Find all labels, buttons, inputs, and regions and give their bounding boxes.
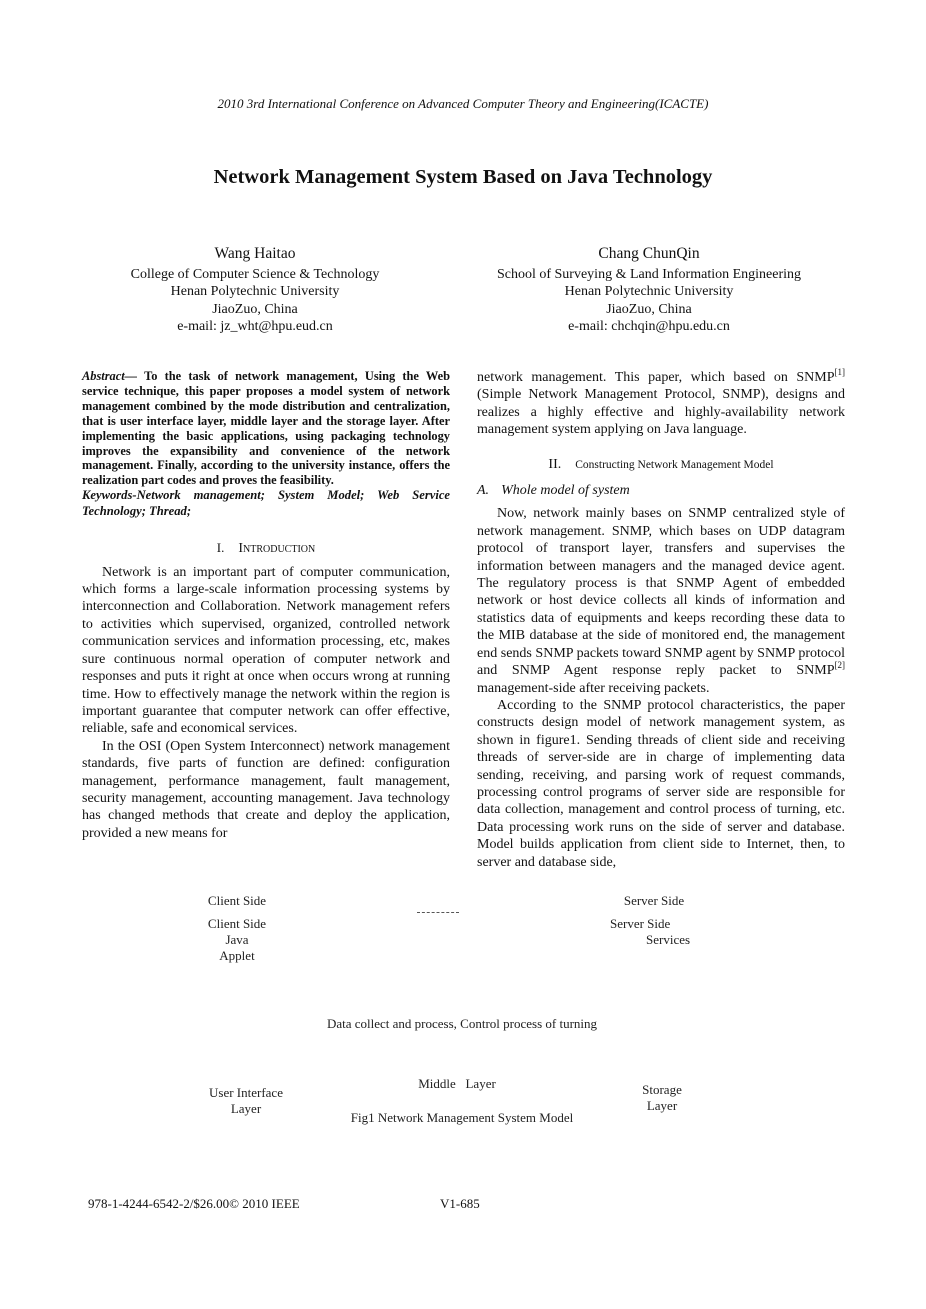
section-title: Introduction xyxy=(238,541,316,557)
middle-layer-label: Middle Layer xyxy=(418,1076,496,1091)
author-affiliation: School of Surveying & Land Information Engineering xyxy=(496,266,802,282)
box-line: Applet xyxy=(219,948,255,963)
citation-ref: [2] xyxy=(834,660,845,671)
para-text: (Simple Network Management Protocol, SNMP), designs and realizes a highly effective and highly-availability network management system applying on Java language. xyxy=(477,387,845,438)
section-heading-introduction xyxy=(82,539,450,557)
section-number: II. xyxy=(548,456,562,472)
box-line: Client Side xyxy=(207,916,267,931)
figure-caption: Fig1 Network Management System Model xyxy=(350,1110,574,1125)
server-services-box xyxy=(610,916,740,948)
abstract-text: To the task of network management, Using the Web service technique, this paper proposes a model system of network management combined by the mode distribution and centralization, that is user interface layer, middle layer and the storage layer. After implementing the basic applications, using packaging technology improves the expansibility and convenience of the network management. Finally, according to the university instance, offers the realization part codes and proves the feasibility. xyxy=(82,369,450,488)
box-line: Layer xyxy=(646,1098,678,1113)
subsection-heading xyxy=(477,482,845,499)
keywords: Keywords-Network management; System Model; Web Service Technology; Thread; xyxy=(82,488,450,518)
abstract xyxy=(82,369,450,488)
section-number: I. xyxy=(216,540,225,556)
box-line: User Interface xyxy=(209,1085,283,1100)
model-paragraph-1 xyxy=(477,505,845,696)
data-collect-label: Data collect and process, Control process of turning xyxy=(326,1016,598,1031)
server-side-label: Server Side xyxy=(623,893,685,908)
author-affiliation: College of Computer Science & Technology xyxy=(130,266,380,282)
author-email: e-mail: chchqin@hpu.edu.cn xyxy=(568,319,730,334)
section-title: Constructing Network Management Model xyxy=(575,458,774,471)
intro-paragraph-2-continued xyxy=(477,369,845,439)
page-number: V1-685 xyxy=(440,1196,480,1211)
user-interface-layer-label xyxy=(187,1085,305,1117)
author-block-2 xyxy=(470,245,828,336)
client-side-label: Client Side xyxy=(207,893,267,908)
author-name: Wang Haitao xyxy=(214,245,296,262)
right-column xyxy=(477,369,845,871)
citation-ref: [1] xyxy=(834,367,845,377)
author-location: JiaoZuo, China xyxy=(606,301,692,317)
author-email: e-mail: jz_wht@hpu.eud.cn xyxy=(177,319,333,334)
section-heading-constructing xyxy=(477,455,845,474)
box-line: Layer xyxy=(230,1101,262,1116)
box-line: Java xyxy=(225,932,249,947)
intro-paragraph-1: Network is an important part of computer communication, which forms a large-scale information processing systems by interconnection and Collaboration. Network management refers to activities which supervised, organized, controlled network communication services and information processing, etc, makes sure continuous normal operation of computer network and responses and puts it right at once when occurs wrong at running time. How to effectively manage the network within the region is important guarantee that computer network can offer effective, reliable, safe and economical services. xyxy=(82,564,450,737)
author-university: Henan Polytechnic University xyxy=(170,284,340,299)
para-text: Now, network mainly bases on SNMP centralized style of network management. SNMP, which bases on UDP datagram protocol of transport layer, transfers and supervises the information between managers and the managed device agent. The regulatory process is that SNMP Agent of embedded network or host device collects all kinds of information and statistics data of equipments and keeps recording these data to the MIB database at the side of monitored end, the management end sends SNMP packets toward SNMP agent by SNMP protocol and SNMP Agent response reply packet to SNMP xyxy=(477,506,845,679)
subsection-title: Whole model of system xyxy=(501,483,630,499)
author-name: Chang ChunQin xyxy=(598,245,700,262)
footer-isbn: 978-1-4244-6542-2/$26.00© 2010 IEEE xyxy=(88,1196,300,1211)
figure-1 xyxy=(82,890,845,1136)
left-column xyxy=(82,369,450,842)
model-paragraph-2: According to the SNMP protocol characteristics, the paper constructs design model of network management system, as shown in figure1. Sending threads of client side and receiving threads of server-side are in charge of implementing data sending, receiving, and parsing work of request commands, processing control programs of server side are responsible for data collection, management and control process of turning, etc. Data processing work runs on the side of server and database. Model builds application from client side to Internet, then, to server and database side, xyxy=(477,697,845,870)
paper-title: Network Management System Based on Java Technology xyxy=(213,166,713,188)
conference-header: 2010 3rd International Conference on Advanced Computer Theory and Engineering(ICACTE) xyxy=(217,96,709,111)
box-line: Server Side xyxy=(610,916,671,931)
para-text: network management. This paper, which based on SNMP xyxy=(477,370,835,385)
dashed-connector xyxy=(417,912,459,913)
subsection-letter: A. xyxy=(477,483,490,499)
box-line: Storage xyxy=(642,1082,682,1097)
para-text: management-side after receiving packets. xyxy=(477,680,710,696)
author-location: JiaoZuo, China xyxy=(212,301,298,317)
intro-paragraph-2: In the OSI (Open System Interconnect) network management standards, five parts of function are defined: configuration management, performance management, fault management, security management, accounting management. Java technology has changed methods that create and deploy the application, provided a new means for xyxy=(82,738,450,841)
abstract-lead: Abstract— xyxy=(82,369,138,383)
client-java-applet-box xyxy=(187,916,287,964)
author-block-1 xyxy=(80,245,430,336)
storage-layer-label xyxy=(627,1082,697,1114)
box-line: Services xyxy=(646,932,691,947)
author-university: Henan Polytechnic University xyxy=(564,284,734,299)
